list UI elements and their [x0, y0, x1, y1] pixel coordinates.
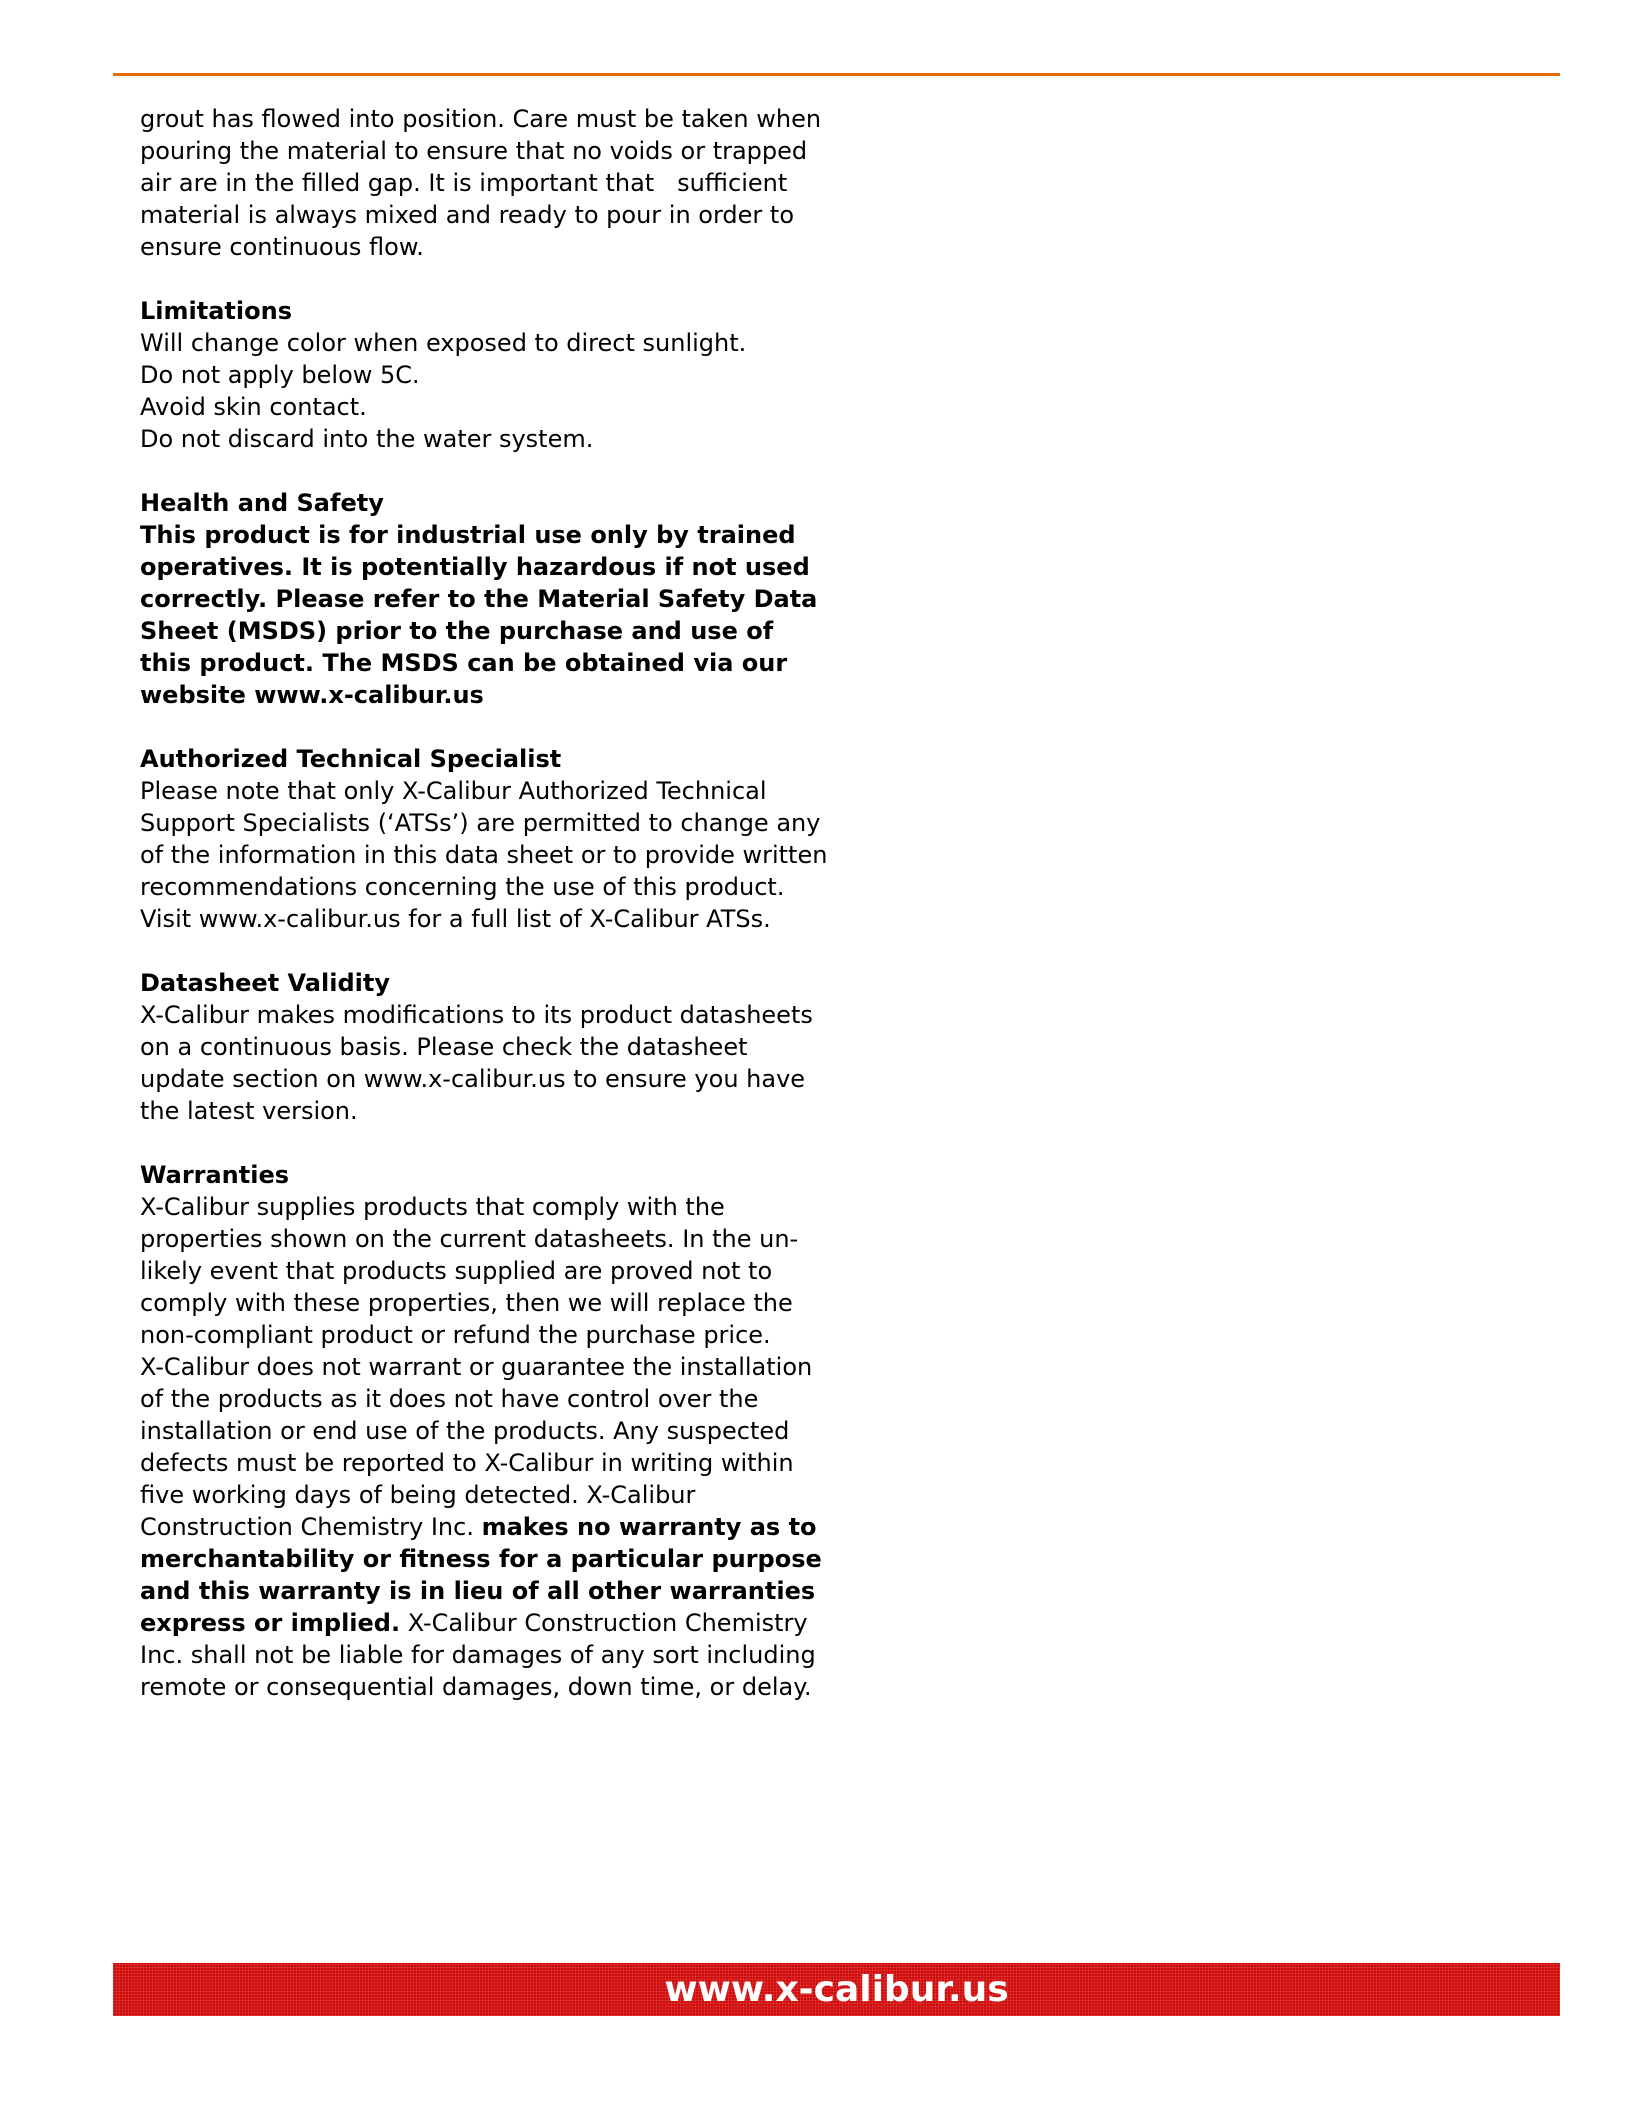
warranties-line: properties shown on the current datasheets. In the un-	[140, 1225, 799, 1253]
validity-line: on a continuous basis. Please check the datasheet	[140, 1033, 748, 1061]
warranties-disclaimer: merchantability or fitness for a particular purpose	[140, 1545, 822, 1573]
warranties-line: Inc. shall not be liable for damages of any sort including	[140, 1641, 816, 1669]
section-gap	[140, 455, 840, 487]
warranties-heading: Warranties	[140, 1161, 290, 1189]
warranties-line: X-Calibur supplies products that comply with the	[140, 1193, 725, 1221]
limitations-line: Avoid skin contact.	[140, 393, 367, 421]
health-safety-line: This product is for industrial use only by trained	[140, 521, 796, 549]
limitations-heading: Limitations	[140, 297, 292, 325]
warranties-line: defects must be reported to X-Calibur in writing within	[140, 1449, 794, 1477]
health-safety-line: correctly. Please refer to the Material Safety Data	[140, 585, 818, 613]
warranties-section	[140, 1159, 840, 1703]
intro-line: ensure continuous flow.	[140, 233, 424, 261]
section-gap	[140, 1127, 840, 1159]
section-gap	[140, 263, 840, 295]
intro-section	[140, 103, 840, 263]
validity-line: X-Calibur makes modifications to its product datasheets	[140, 1001, 813, 1029]
validity-line: the latest version.	[140, 1097, 358, 1125]
warranties-disclaimer: and this warranty is in lieu of all other warranties	[140, 1577, 816, 1605]
warranties-line: X-Calibur does not warrant or guarantee the installation	[140, 1353, 813, 1381]
warranties-line: comply with these properties, then we will replace the	[140, 1289, 793, 1317]
footer-bar	[113, 1963, 1560, 2016]
warranties-line: non-compliant product or refund the purchase price.	[140, 1321, 771, 1349]
warranties-disclaimer: express or implied.	[140, 1609, 401, 1637]
ats-heading: Authorized Technical Specialist	[140, 745, 562, 773]
section-gap	[140, 935, 840, 967]
intro-line: grout has flowed into position. Care must be taken when	[140, 105, 822, 133]
warranties-text: Construction Chemistry Inc.	[140, 1513, 482, 1541]
warranties-line	[140, 1607, 840, 1639]
warranties-line: installation or end use of the products. Any suspected	[140, 1417, 790, 1445]
limitations-line: Do not apply below 5C.	[140, 361, 420, 389]
health-safety-line: Sheet (MSDS) prior to the purchase and use of	[140, 617, 774, 645]
warranties-text: X-Calibur Construction Chemistry	[400, 1609, 808, 1637]
limitations-line: Do not discard into the water system.	[140, 425, 594, 453]
datasheet-body	[140, 103, 840, 1703]
validity-section	[140, 967, 840, 1127]
ats-line: of the information in this data sheet or to provide written	[140, 841, 828, 869]
health-safety-line: website www.x-calibur.us	[140, 681, 484, 709]
warranties-line: of the products as it does not have control over the	[140, 1385, 759, 1413]
warranties-line: five working days of being detected. X-Calibur	[140, 1481, 696, 1509]
ats-section	[140, 743, 840, 935]
health-safety-line: operatives. It is potentially hazardous if not used	[140, 553, 810, 581]
limitations-section	[140, 295, 840, 455]
intro-line: pouring the material to ensure that no voids or trapped	[140, 137, 808, 165]
limitations-line: Will change color when exposed to direct sunlight.	[140, 329, 747, 357]
intro-line: air are in the filled gap. It is important that sufficient	[140, 169, 788, 197]
intro-line: material is always mixed and ready to pour in order to	[140, 201, 795, 229]
warranties-line: remote or consequential damages, down time, or delay.	[140, 1673, 812, 1701]
health-safety-heading: Health and Safety	[140, 489, 384, 517]
health-safety-section	[140, 487, 840, 711]
validity-line: update section on www.x-calibur.us to ensure you have	[140, 1065, 806, 1093]
ats-line: recommendations concerning the use of this product.	[140, 873, 785, 901]
ats-line: Please note that only X-Calibur Authorized Technical	[140, 777, 767, 805]
validity-heading: Datasheet Validity	[140, 969, 390, 997]
ats-line: Visit www.x-calibur.us for a full list of X-Calibur ATSs.	[140, 905, 771, 933]
ats-line: Support Specialists (‘ATSs’) are permitted to change any	[140, 809, 821, 837]
warranties-line: likely event that products supplied are proved not to	[140, 1257, 773, 1285]
footer-url: www.x-calibur.us	[664, 1969, 1009, 2010]
warranties-line	[140, 1511, 840, 1543]
health-safety-line: this product. The MSDS can be obtained via our	[140, 649, 788, 677]
top-rule	[113, 73, 1560, 76]
section-gap	[140, 711, 840, 743]
warranties-disclaimer: makes no warranty as to	[481, 1513, 817, 1541]
